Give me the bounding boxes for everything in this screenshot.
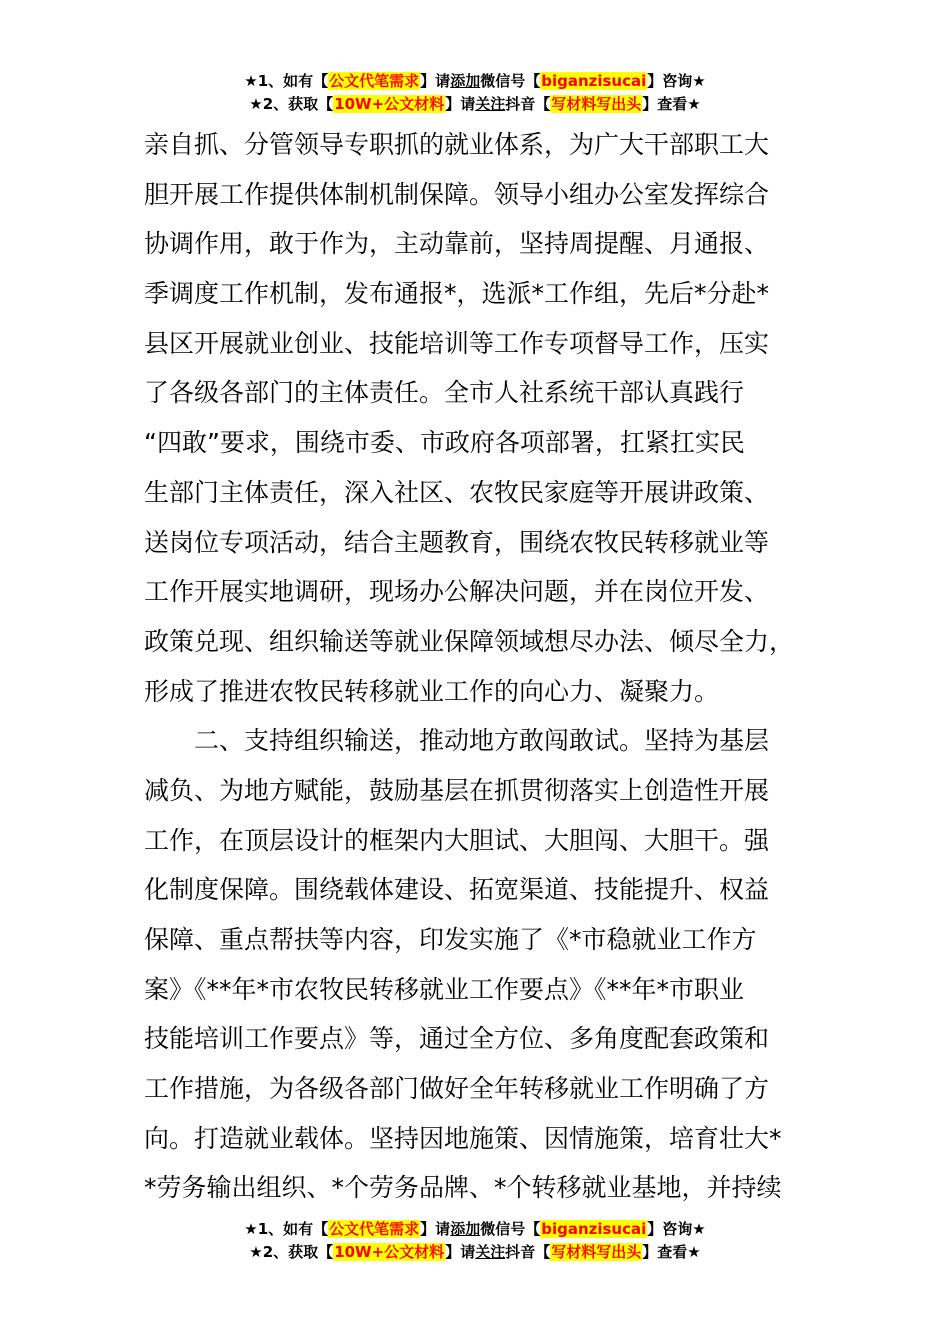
header-banner [0, 70, 950, 116]
body-line: 案》《**年*市农牧民转移就业工作要点》《**年*市职业 [144, 974, 745, 1004]
body-line: 政策兑现、组织输送等就业保障领域想尽办法、倾尽全力， [144, 626, 795, 656]
banner-line-1-underline: 添加 [450, 1220, 481, 1238]
banner-line-1 [0, 70, 950, 93]
body-line: 技能培训工作要点》等，通过全方位、多角度配套政策和 [144, 1024, 770, 1054]
banner-line-2-mid: 】请 [445, 95, 476, 113]
banner-line-2-suffix: 】查看★ [642, 95, 701, 113]
body-line: 形成了推进农牧民转移就业工作的向心力、凝聚力。 [144, 676, 720, 706]
banner-line-2-suffix: 】查看★ [642, 1243, 701, 1261]
body-line: 协调作用，敢于作为，主动靠前，坚持周提醒、月通报、 [144, 229, 770, 259]
banner-line-2 [0, 93, 950, 116]
banner-line-1-mid: 】请 [420, 72, 451, 90]
banner-line-1-prefix: ★1、如有【 [244, 1220, 329, 1238]
banner-line-2-prefix: ★2、获取【 [249, 95, 334, 113]
body-line: 亲自抓、分管领导专职抓的就业体系，为广大干部职工大 [144, 130, 770, 159]
body-line: 减负、为地方赋能，鼓励基层在抓贯彻落实上创造性开展 [144, 775, 770, 805]
banner-line-2-highlight-douyin: 写材料写出头 [551, 95, 642, 113]
banner-line-1-mid2: 微信号【 [480, 72, 541, 90]
body-line: 送岗位专项活动，结合主题教育，围绕农牧民转移就业等 [144, 527, 770, 557]
body-line: 季调度工作机制，发布通报*，选派*工作组，先后*分赴* [144, 279, 770, 309]
banner-line-2-underline: 关注 [475, 1243, 506, 1261]
banner-line-2-highlight-materials: 10W+公文材料 [334, 1243, 445, 1261]
banner-line-1 [0, 1218, 950, 1241]
body-line: *劳务输出组织、*个劳务品牌、*个转移就业基地，并持续 [144, 1173, 782, 1203]
banner-line-2-highlight-douyin: 写材料写出头 [551, 1243, 642, 1261]
body-line: 工作，在顶层设计的框架内大胆试、大胆闯、大胆干。强 [144, 825, 770, 855]
banner-line-2-underline: 关注 [475, 95, 506, 113]
body-line: 工作开展实地调研，现场办公解决问题，并在岗位开发、 [144, 577, 770, 607]
banner-line-1-suffix: 】咨询★ [647, 1220, 706, 1238]
banner-line-2-prefix: ★2、获取【 [249, 1243, 334, 1261]
banner-line-1-underline: 添加 [450, 72, 481, 90]
banner-line-1-suffix: 】咨询★ [647, 72, 706, 90]
banner-line-1-mid: 】请 [420, 1220, 451, 1238]
footer-banner [0, 1218, 950, 1264]
banner-line-2-mid2: 抖音【 [505, 1243, 551, 1261]
banner-line-2-mid2: 抖音【 [505, 95, 551, 113]
document-body [144, 120, 814, 1213]
banner-line-2-mid: 】请 [445, 1243, 476, 1261]
banner-line-1-mid2: 微信号【 [480, 1220, 541, 1238]
body-line: “四敢”要求，围绕市委、市政府各项部署，扛紧扛实民 [144, 428, 745, 458]
banner-line-1-highlight-wechat: biganzisucai [541, 1220, 647, 1238]
body-line: 工作措施，为各级各部门做好全年转移就业工作明确了方 [144, 1074, 770, 1104]
body-line: 化制度保障。围绕载体建设、拓宽渠道、技能提升、权益 [144, 875, 770, 905]
banner-line-1-highlight-wechat: biganzisucai [541, 72, 647, 90]
banner-line-2-highlight-materials: 10W+公文材料 [334, 95, 445, 113]
banner-line-2 [0, 1241, 950, 1264]
body-line: 保障、重点帮扶等内容，印发实施了《*市稳就业工作方 [144, 925, 757, 954]
banner-line-1-prefix: ★1、如有【 [244, 72, 329, 90]
body-line: 了各级各部门的主体责任。全市人社系统干部认真践行 [144, 378, 745, 408]
section-heading-line: 二、支持组织输送，推动地方敢闯敢试。坚持为基层 [194, 726, 770, 756]
body-line: 县区开展就业创业、技能培训等工作专项督导工作，压实 [144, 328, 770, 358]
body-line: 胆开展工作提供体制机制保障。领导小组办公室发挥综合 [144, 179, 770, 209]
body-line: 生部门主体责任，深入社区、农牧民家庭等开展讲政策、 [144, 477, 770, 507]
body-line: 向。打造就业载体。坚持因地施策、因情施策，培育壮大* [144, 1123, 782, 1153]
banner-line-1-highlight-service: 公文代笔需求 [329, 72, 420, 90]
banner-line-1-highlight-service: 公文代笔需求 [329, 1220, 420, 1238]
